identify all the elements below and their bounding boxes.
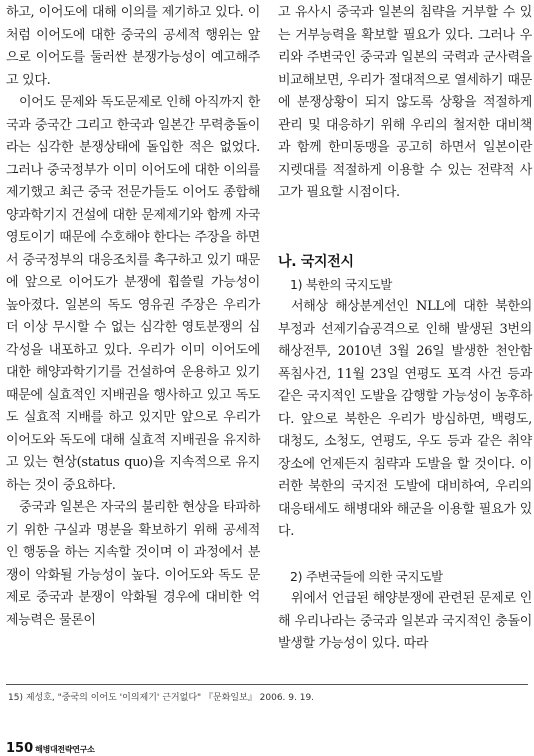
footnote-divider (6, 684, 528, 685)
section-title: 나. 국지전시 (278, 253, 354, 270)
publication-name: 해병대전략연구소 (35, 745, 95, 754)
body-paragraph: 고 유사시 중국과 일본의 침략을 거부할 수 있는 거부능력을 확보할 필요가 있다. 그러나 우리와 주변국인 중국과 일본의 국력과 군사력을 비교해보면, 우리가 절대적으로 열세하기 때문에 분쟁상황이 되지 않도록 상황을 적절하게 관리 및 대응하기 위해 우리의 철저한 대비책과 함께 한미동맹을 공고히 하면서 일본이란 지렛대를 적절하게 이용할 수 있는 전략적 사고가 필요할 시점이다. (278, 5, 532, 200)
footnote: 15) 제성호, "중국의 이어도 '이의제기' 근거없다" 『문화일보』 2006. 9. 19. (8, 693, 315, 703)
right-column (278, 2, 532, 656)
spacer (278, 544, 532, 566)
subsection-title: 1) 북한의 국지도발 (290, 276, 393, 292)
spacer (278, 205, 532, 250)
subsection-title: 2) 주변국들에 의한 국지도발 (290, 568, 443, 584)
body-paragraph: 하고, 이어도에 대해 이의를 제기하고 있다. 이처럼 이어도에 대한 중국의 공세적 행위는 앞으로 이어도를 둘러싼 분쟁가능성이 예고해주고 있다. (6, 5, 260, 88)
page-footer (6, 737, 95, 756)
body-paragraph: 서해상 해상분계선인 NLL에 대한 북한의 부정과 선제기습공격으로 인해 발생된 3번의 해상전투, 2010년 3월 26일 발생한 천안함 폭침사건, 11월 23일 연평도 포격 사건 등과 같은 국지적인 도발을 감행할 가능성이 농후하다. 앞으로 북한은 우리가 방심하면, 백령도, 대청도, 소청도, 연평도, 우도 등과 같은 취약 장소에 언제든지 침략과 도발을 할 것이다. 이러한 북한의 국지전 도발에 대비하여, 우리의 대응태세도 해병대와 해군을 이용할 필요가 있다. (278, 299, 532, 539)
body-paragraph: 중국과 일본은 자국의 불리한 현상을 타파하기 위한 구실과 명분을 확보하기 위해 공세적인 행동을 하는 지속할 것이며 이 과정에서 분쟁이 악화될 가능성이 높다. 이어도와 독도 문제로 중국과 분쟁이 악화될 경우에 대비한 억제능력은 물론이 (6, 500, 260, 628)
left-column (6, 2, 260, 632)
body-paragraph: 이어도 문제와 독도문제로 인해 아직까지 한국과 중국간 그리고 한국과 일본간 무력충돌이라는 심각한 분쟁상태에 돌입한 적은 없었다. 그러나 중국정부가 이미 이어도에 대한 이의를 제기했고 최근 중국 전문가들도 이어도 종합해양과학기지 건설에 대한 문제제기와 함께 자국영토이기 때문에 수호해야 한다는 주장을 하면서 중국정부의 대응조치를 촉구하고 있기 때문에 앞으로 이어도가 분쟁에 휩쓸릴 가능성이 높아졌다. 일본의 독도 영유권 주장은 우리가 더 이상 무시할 수 없는 심각한 영토분쟁의 심각성을 내포하고 있다. 우리가 이미 이어도에 대한 해양과학기기를 건설하여 운용하고 있기 때문에 실효적인 지배권을 행사하고 있고 독도도 실효적 지배를 하고 있지만 앞으로 우리가 이어도와 독도에 대해 실효적 지배권을 유지하고 있는 현상(status quo)을 지속적으로 유지하는 것이 중요하다. (6, 95, 260, 493)
body-paragraph: 위에서 언급된 해양분쟁에 관련된 문제로 인해 우리나라는 중국과 일본과 국지적인 충돌이 발생할 가능성이 있다. 따라 (278, 591, 532, 651)
page-number: 150 (6, 741, 34, 756)
